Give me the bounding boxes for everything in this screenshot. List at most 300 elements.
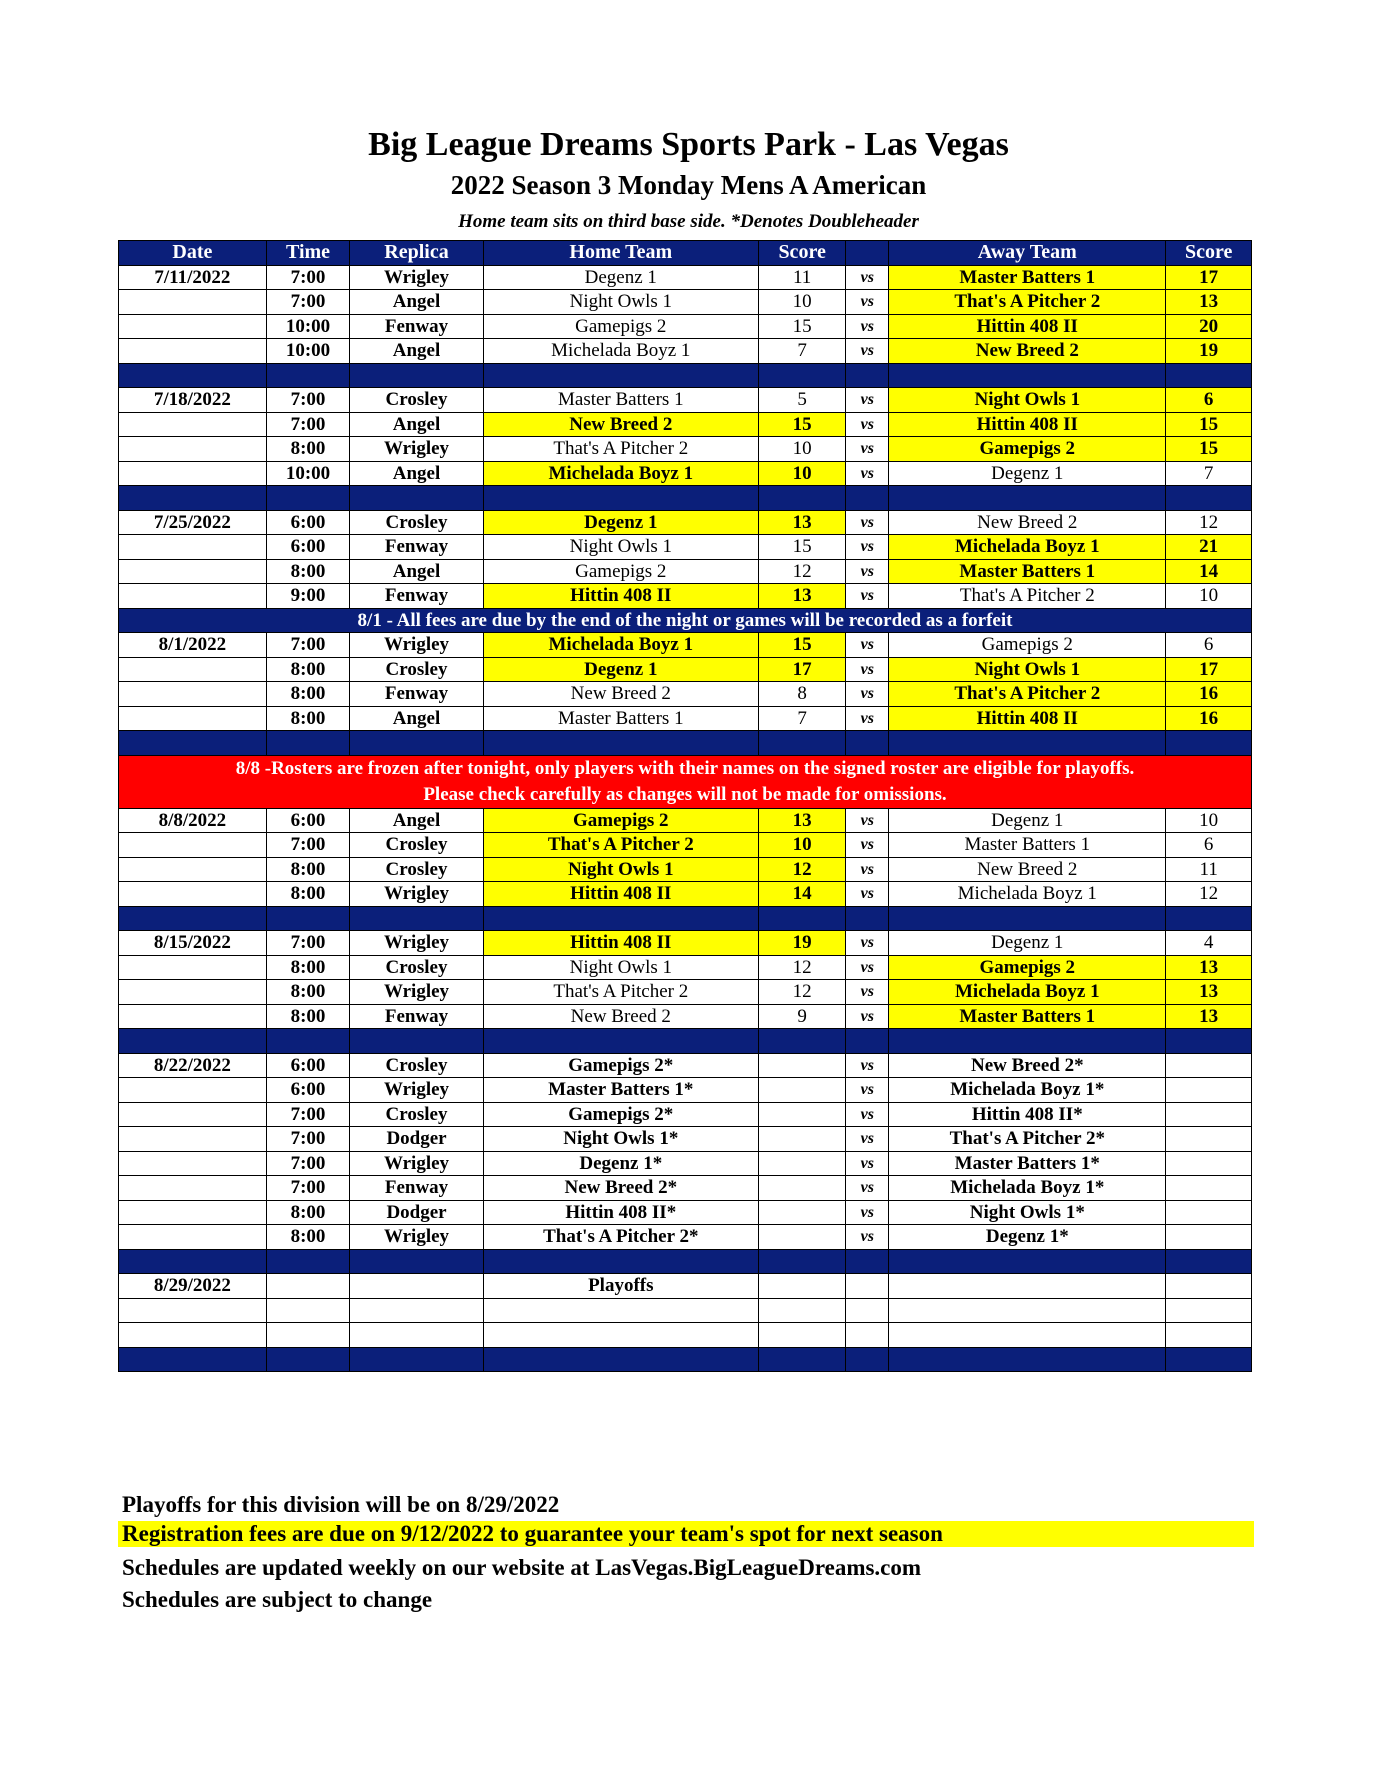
vs-label: vs	[846, 808, 889, 833]
away-score: 19	[1166, 339, 1252, 364]
col-header-away-team: Away Team	[889, 241, 1166, 266]
game-time: 8:00	[266, 1200, 350, 1225]
away-score: 16	[1166, 682, 1252, 707]
game-row	[119, 388, 1252, 413]
col-header-replica: Replica	[350, 241, 483, 266]
game-time: 7:00	[266, 290, 350, 315]
empty-cell	[889, 1298, 1166, 1323]
home-team: That's A Pitcher 2	[483, 980, 758, 1005]
home-team: Hittin 408 II	[483, 931, 758, 956]
empty-cell	[889, 1029, 1166, 1054]
away-team: Master Batters 1*	[889, 1151, 1166, 1176]
home-team: Night Owls 1	[483, 955, 758, 980]
game-time: 7:00	[266, 1102, 350, 1127]
empty-cell	[1166, 1323, 1252, 1348]
vs-label: vs	[846, 1225, 889, 1250]
vs-label: vs	[846, 1176, 889, 1201]
game-row	[119, 559, 1252, 584]
game-field: Wrigley	[350, 882, 483, 907]
empty-cell	[889, 1347, 1166, 1372]
empty-cell	[483, 1249, 758, 1274]
empty-cell	[266, 1029, 350, 1054]
home-team: New Breed 2*	[483, 1176, 758, 1201]
game-date	[119, 559, 267, 584]
game-field: Angel	[350, 339, 483, 364]
game-row	[119, 1200, 1252, 1225]
col-header-home-team: Home Team	[483, 241, 758, 266]
home-score	[758, 1078, 846, 1103]
game-date	[119, 882, 267, 907]
game-time: 7:00	[266, 265, 350, 290]
separator-row	[119, 731, 1252, 756]
empty-cell	[1166, 486, 1252, 511]
empty-cell	[350, 731, 483, 756]
game-time: 7:00	[266, 1151, 350, 1176]
away-team: New Breed 2*	[889, 1053, 1166, 1078]
vs-label: vs	[846, 682, 889, 707]
game-time: 10:00	[266, 339, 350, 364]
away-score: 17	[1166, 265, 1252, 290]
separator-row	[119, 486, 1252, 511]
home-team: Night Owls 1	[483, 290, 758, 315]
vs-label: vs	[846, 412, 889, 437]
away-team: Master Batters 1	[889, 833, 1166, 858]
game-time: 6:00	[266, 510, 350, 535]
empty-cell	[1166, 363, 1252, 388]
vs-label: vs	[846, 1004, 889, 1029]
empty-cell	[119, 1029, 267, 1054]
empty-cell	[350, 486, 483, 511]
game-field: Crosley	[350, 1102, 483, 1127]
game-field: Fenway	[350, 314, 483, 339]
home-team: New Breed 2	[483, 682, 758, 707]
away-score: 12	[1166, 882, 1252, 907]
away-team: That's A Pitcher 2	[889, 290, 1166, 315]
game-date	[119, 1200, 267, 1225]
vs-label: vs	[846, 1102, 889, 1127]
away-team: Degenz 1*	[889, 1225, 1166, 1250]
separator-row	[119, 1029, 1252, 1054]
away-score	[1166, 1151, 1252, 1176]
game-date	[119, 1176, 267, 1201]
away-score: 21	[1166, 535, 1252, 560]
game-date	[119, 412, 267, 437]
home-team: Gamepigs 2*	[483, 1053, 758, 1078]
empty-cell	[889, 731, 1166, 756]
home-team: Gamepigs 2*	[483, 1102, 758, 1127]
vs-label: vs	[846, 857, 889, 882]
game-field: Crosley	[350, 510, 483, 535]
game-field: Angel	[350, 290, 483, 315]
empty-cell	[758, 486, 846, 511]
game-field: Wrigley	[350, 1225, 483, 1250]
vs-label: vs	[846, 633, 889, 658]
away-team: Degenz 1	[889, 808, 1166, 833]
game-field: Dodger	[350, 1200, 483, 1225]
game-date	[119, 1078, 267, 1103]
game-date: 7/25/2022	[119, 510, 267, 535]
home-team: Night Owls 1*	[483, 1127, 758, 1152]
home-score: 15	[758, 412, 846, 437]
home-score: 12	[758, 980, 846, 1005]
empty-cell	[758, 731, 846, 756]
game-row	[119, 682, 1252, 707]
game-time: 7:00	[266, 931, 350, 956]
game-date	[119, 1004, 267, 1029]
empty-cell	[119, 486, 267, 511]
home-score: 13	[758, 510, 846, 535]
vs-label: vs	[846, 535, 889, 560]
game-row	[119, 412, 1252, 437]
page-title: Big League Dreams Sports Park - Las Vegas	[368, 126, 1009, 163]
away-score	[1166, 1053, 1252, 1078]
game-time: 8:00	[266, 682, 350, 707]
game-row	[119, 1176, 1252, 1201]
home-team: Gamepigs 2	[483, 314, 758, 339]
home-score: 12	[758, 955, 846, 980]
away-team: Gamepigs 2	[889, 437, 1166, 462]
empty-row	[119, 1323, 1252, 1348]
away-score: 6	[1166, 833, 1252, 858]
empty-cell	[483, 363, 758, 388]
home-team: New Breed 2	[483, 1004, 758, 1029]
empty-row	[119, 1298, 1252, 1323]
home-team: Night Owls 1	[483, 535, 758, 560]
game-date	[119, 657, 267, 682]
game-time: 7:00	[266, 833, 350, 858]
game-date	[119, 682, 267, 707]
game-row	[119, 706, 1252, 731]
game-date	[119, 980, 267, 1005]
empty-cell	[1166, 1249, 1252, 1274]
empty-cell	[483, 1029, 758, 1054]
home-score: 12	[758, 857, 846, 882]
empty-cell	[758, 1323, 846, 1348]
vs-label: vs	[846, 1151, 889, 1176]
empty-cell	[483, 486, 758, 511]
home-team: Hittin 408 II	[483, 584, 758, 609]
game-time: 6:00	[266, 1053, 350, 1078]
home-score: 7	[758, 339, 846, 364]
game-field: Fenway	[350, 1004, 483, 1029]
empty-cell	[758, 1347, 846, 1372]
page-note: Home team sits on third base side. *Denotes Doubleheader	[458, 211, 919, 232]
away-score: 13	[1166, 290, 1252, 315]
game-date	[119, 437, 267, 462]
away-team: That's A Pitcher 2*	[889, 1127, 1166, 1152]
game-row	[119, 290, 1252, 315]
away-team: Night Owls 1	[889, 388, 1166, 413]
game-date	[119, 1151, 267, 1176]
footer-website: Schedules are updated weekly on our website at LasVegas.BigLeagueDreams.com	[122, 1555, 922, 1580]
game-field: Wrigley	[350, 265, 483, 290]
game-field: Angel	[350, 559, 483, 584]
game-date	[119, 1127, 267, 1152]
empty-cell	[266, 1323, 350, 1348]
game-time: 7:00	[266, 388, 350, 413]
empty-cell	[483, 731, 758, 756]
home-score: 15	[758, 633, 846, 658]
home-score: 13	[758, 808, 846, 833]
game-time: 6:00	[266, 535, 350, 560]
away-team: New Breed 2	[889, 857, 1166, 882]
away-score: 13	[1166, 955, 1252, 980]
away-score	[1166, 1127, 1252, 1152]
game-date	[119, 1225, 267, 1250]
empty-cell	[266, 731, 350, 756]
home-score: 12	[758, 559, 846, 584]
footer-playoffs: Playoffs for this division will be on 8/29/2022	[122, 1492, 560, 1517]
away-team: Master Batters 1	[889, 265, 1166, 290]
home-team: Master Batters 1*	[483, 1078, 758, 1103]
game-field: Angel	[350, 808, 483, 833]
away-team: Hittin 408 II*	[889, 1102, 1166, 1127]
empty-cell	[846, 731, 889, 756]
empty-cell	[889, 363, 1166, 388]
empty-cell	[1166, 731, 1252, 756]
home-team: That's A Pitcher 2*	[483, 1225, 758, 1250]
alert-row	[119, 755, 1252, 808]
separator-row	[119, 1347, 1252, 1372]
home-score: 19	[758, 931, 846, 956]
away-score: 6	[1166, 388, 1252, 413]
empty-cell	[119, 1323, 267, 1348]
empty-cell	[119, 731, 267, 756]
away-team: Michelada Boyz 1*	[889, 1176, 1166, 1201]
home-team: Hittin 408 II*	[483, 1200, 758, 1225]
empty-cell	[846, 1298, 889, 1323]
away-score: 6	[1166, 633, 1252, 658]
game-time: 8:00	[266, 1004, 350, 1029]
empty-cell	[483, 906, 758, 931]
vs-label: vs	[846, 833, 889, 858]
game-row	[119, 1151, 1252, 1176]
home-team: Gamepigs 2	[483, 808, 758, 833]
empty-cell	[119, 906, 267, 931]
home-score: 13	[758, 584, 846, 609]
game-row	[119, 882, 1252, 907]
away-team: Hittin 408 II	[889, 314, 1166, 339]
game-field: Wrigley	[350, 633, 483, 658]
vs-label: vs	[846, 265, 889, 290]
game-row	[119, 980, 1252, 1005]
vs-label: vs	[846, 955, 889, 980]
game-field: Dodger	[350, 1127, 483, 1152]
home-score: 15	[758, 314, 846, 339]
col-header-home-score: Score	[758, 241, 846, 266]
empty-cell	[119, 363, 267, 388]
home-team: Michelada Boyz 1	[483, 339, 758, 364]
separator-row	[119, 363, 1252, 388]
game-field: Crosley	[350, 657, 483, 682]
game-time: 8:00	[266, 706, 350, 731]
game-row	[119, 1078, 1252, 1103]
game-row	[119, 339, 1252, 364]
footer-disclaimer: Schedules are subject to change	[122, 1587, 433, 1612]
empty-cell	[1166, 1029, 1252, 1054]
vs-label: vs	[846, 339, 889, 364]
col-header-date: Date	[119, 241, 267, 266]
game-time: 8:00	[266, 559, 350, 584]
empty-cell	[1166, 1298, 1252, 1323]
empty-cell	[758, 1249, 846, 1274]
empty-cell	[266, 906, 350, 931]
away-score	[1166, 1200, 1252, 1225]
game-field: Wrigley	[350, 980, 483, 1005]
empty-cell	[266, 1347, 350, 1372]
vs-label: vs	[846, 461, 889, 486]
game-date: 8/15/2022	[119, 931, 267, 956]
empty-cell	[889, 1323, 1166, 1348]
game-row	[119, 955, 1252, 980]
empty-cell	[1166, 1347, 1252, 1372]
game-date	[119, 706, 267, 731]
away-team: Michelada Boyz 1	[889, 980, 1166, 1005]
empty-cell	[846, 906, 889, 931]
away-team: New Breed 2	[889, 510, 1166, 535]
vs-label: vs	[846, 510, 889, 535]
away-score: 16	[1166, 706, 1252, 731]
away-team: Gamepigs 2	[889, 633, 1166, 658]
game-row	[119, 1127, 1252, 1152]
game-row	[119, 833, 1252, 858]
separator-row	[119, 1249, 1252, 1274]
away-score	[1166, 1176, 1252, 1201]
away-team: That's A Pitcher 2	[889, 584, 1166, 609]
empty-cell	[266, 1249, 350, 1274]
game-field: Crosley	[350, 388, 483, 413]
notice-row	[119, 608, 1252, 633]
game-date: 7/18/2022	[119, 388, 267, 413]
col-header-vs	[846, 241, 889, 266]
empty-cell	[350, 1249, 483, 1274]
empty-cell	[350, 906, 483, 931]
home-team: Degenz 1	[483, 510, 758, 535]
empty-cell	[846, 1347, 889, 1372]
home-team: Michelada Boyz 1	[483, 633, 758, 658]
empty-cell	[350, 1347, 483, 1372]
home-team: That's A Pitcher 2	[483, 437, 758, 462]
game-date: 8/29/2022	[119, 1274, 267, 1299]
game-date	[119, 535, 267, 560]
away-score: 7	[1166, 461, 1252, 486]
game-time: 10:00	[266, 461, 350, 486]
game-field: Fenway	[350, 535, 483, 560]
home-score: 10	[758, 833, 846, 858]
home-team: Hittin 408 II	[483, 882, 758, 907]
empty-cell	[758, 1029, 846, 1054]
game-field: Fenway	[350, 1176, 483, 1201]
notice-text: 8/1 - All fees are due by the end of the night or games will be recorded as a forfeit	[119, 608, 1252, 633]
game-date: 8/1/2022	[119, 633, 267, 658]
schedule-table	[118, 240, 1252, 1372]
away-team: Master Batters 1	[889, 1004, 1166, 1029]
vs-label: vs	[846, 584, 889, 609]
vs-label: vs	[846, 1127, 889, 1152]
vs-label: vs	[846, 931, 889, 956]
game-field: Fenway	[350, 584, 483, 609]
alert-cell	[119, 755, 1252, 808]
game-row	[119, 857, 1252, 882]
game-time: 8:00	[266, 955, 350, 980]
home-team: Gamepigs 2	[483, 559, 758, 584]
empty-cell	[483, 1298, 758, 1323]
home-score: 10	[758, 461, 846, 486]
empty-cell	[266, 1298, 350, 1323]
home-score	[758, 1127, 846, 1152]
game-row	[119, 510, 1252, 535]
game-time: 8:00	[266, 1225, 350, 1250]
game-time: 8:00	[266, 857, 350, 882]
away-score: 10	[1166, 584, 1252, 609]
game-field	[350, 1274, 483, 1299]
vs-label: vs	[846, 657, 889, 682]
away-score	[1166, 1078, 1252, 1103]
game-time: 8:00	[266, 657, 350, 682]
game-field: Angel	[350, 461, 483, 486]
game-time: 8:00	[266, 980, 350, 1005]
game-row	[119, 314, 1252, 339]
game-date	[119, 461, 267, 486]
home-team: Michelada Boyz 1	[483, 461, 758, 486]
empty-cell	[889, 1249, 1166, 1274]
away-score: 13	[1166, 980, 1252, 1005]
home-score: 14	[758, 882, 846, 907]
empty-cell	[483, 1323, 758, 1348]
game-date	[119, 857, 267, 882]
away-score: 14	[1166, 559, 1252, 584]
home-team: That's A Pitcher 2	[483, 833, 758, 858]
home-score: 9	[758, 1004, 846, 1029]
away-score: 15	[1166, 412, 1252, 437]
empty-cell	[758, 363, 846, 388]
empty-cell	[846, 486, 889, 511]
away-score: 11	[1166, 857, 1252, 882]
empty-cell	[846, 363, 889, 388]
away-team: Hittin 408 II	[889, 706, 1166, 731]
home-team: Degenz 1	[483, 265, 758, 290]
vs-label	[846, 1274, 889, 1299]
empty-cell	[350, 1029, 483, 1054]
game-field: Angel	[350, 706, 483, 731]
game-row	[119, 1102, 1252, 1127]
game-field: Crosley	[350, 857, 483, 882]
vs-label: vs	[846, 706, 889, 731]
game-date	[119, 584, 267, 609]
away-score: 4	[1166, 931, 1252, 956]
game-time: 9:00	[266, 584, 350, 609]
separator-row	[119, 906, 1252, 931]
away-team: Michelada Boyz 1	[889, 882, 1166, 907]
game-time: 7:00	[266, 1176, 350, 1201]
empty-cell	[846, 1029, 889, 1054]
game-row	[119, 633, 1252, 658]
game-row	[119, 535, 1252, 560]
empty-cell	[889, 486, 1166, 511]
home-score	[758, 1274, 846, 1299]
away-team: Master Batters 1	[889, 559, 1166, 584]
away-score: 12	[1166, 510, 1252, 535]
home-score	[758, 1102, 846, 1127]
game-field: Crosley	[350, 1053, 483, 1078]
vs-label: vs	[846, 314, 889, 339]
home-team: Master Batters 1	[483, 388, 758, 413]
away-score: 13	[1166, 1004, 1252, 1029]
home-score	[758, 1176, 846, 1201]
game-field: Crosley	[350, 833, 483, 858]
game-date	[119, 314, 267, 339]
game-time: 8:00	[266, 882, 350, 907]
